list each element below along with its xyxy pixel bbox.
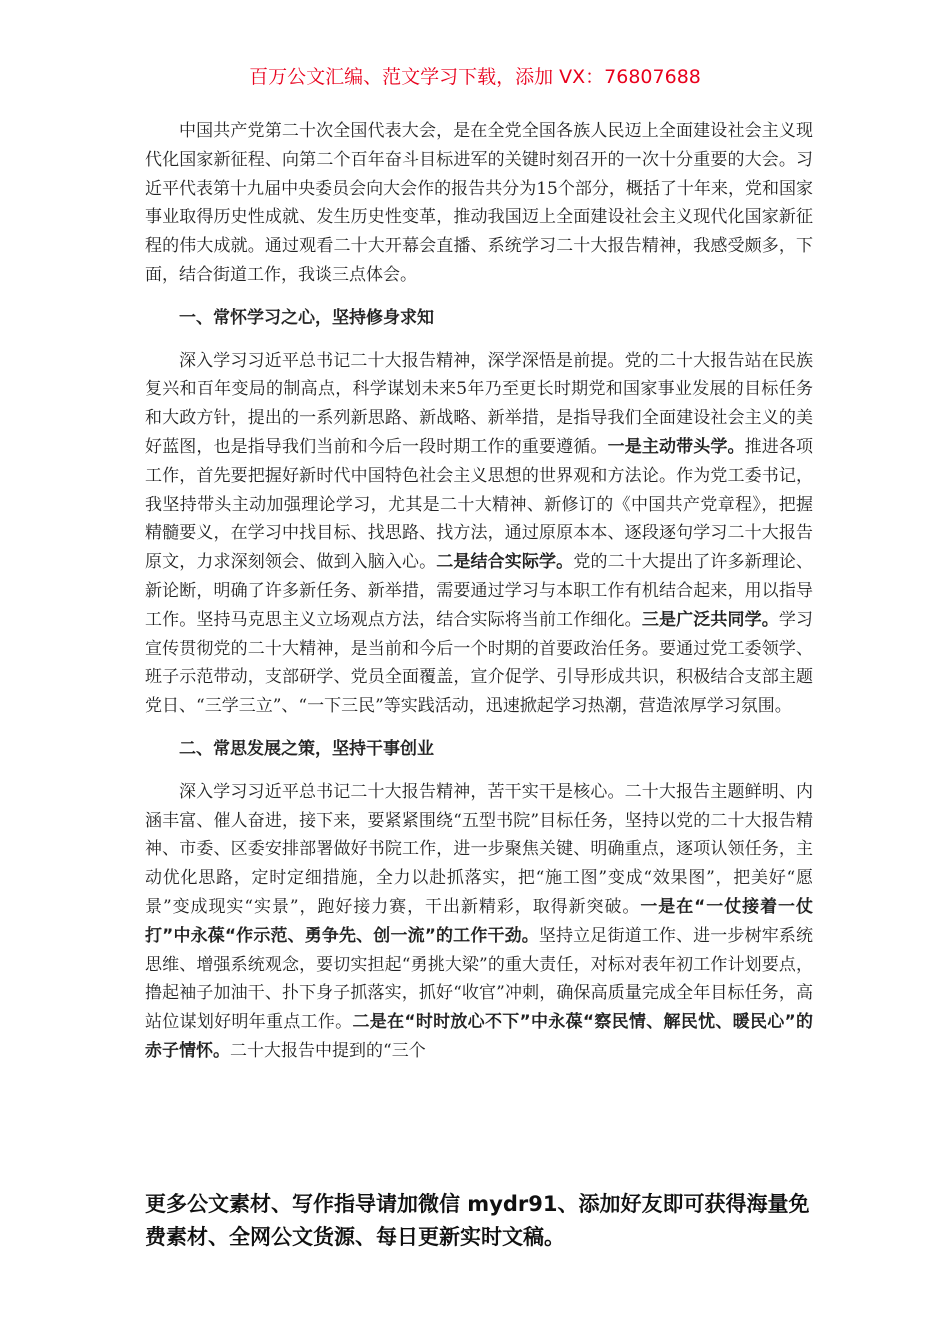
section2-heading: 二、常思发展之策，坚持干事创业 <box>179 738 434 759</box>
section1-text-2: 推进各项工作，首先要把握好新时代中国特色社会主义思想的世界观和方法论。作为党工委书记，我坚持带头主动加强理论学习，尤其是二十大精神、新修订的《中国共产党章程》，把握精髓要义，在学习中找目标、找思路、找方法，通过原原本本、逐段逐句学习二十大报告原文，力求深刻领会、做到入脑入心。 <box>145 436 814 573</box>
section1-text-1: 深入学习习近平总书记二十大报告精神，深学深悟是前提。党的二十大报告站在民族复兴和百年变局的制高点，科学谋划未来5年乃至更长时期党和国家事业发展的目标任务和大政方针，提出的一系列新思路、新战略、新举措，是指导我们全面建设社会主义的美好蓝图，也是指导我们当前和今后一段时期工作的重要遵循。 <box>145 350 813 457</box>
section1-text-4: 学习宣传贯彻党的二十大精神，是当前和今后一个时期的首要政治任务。要通过党工委领学、班子示范带动，支部研学、党员全面覆盖，宣介促学、引导形成共识，积极结合支部主题党日、“三学三立”、“一下三民”等实践活动，迅速掀起学习热潮，营造浓厚学习氛围。 <box>145 609 814 717</box>
section1-heading: 一、常怀学习之心，坚持修身求知 <box>179 307 434 328</box>
section1-point-2: 二是结合实际学。 <box>436 552 574 573</box>
section2-paragraph <box>145 778 813 1066</box>
promo-header: 百万公文汇编、范文学习下载，添加 VX：76807688 <box>249 66 701 88</box>
promo-footer: 更多公文素材、写作指导请加微信 mydr91、添加好友即可获得海量免费素材、全网公文货源、每日更新实时文稿。 <box>145 1192 810 1249</box>
section2-text-1: 深入学习习近平总书记二十大报告精神，苦干实干是核心。二十大报告主题鲜明、内涵丰富、催人奋进，接下来，要紧紧围绕“五型书院”目标任务，坚持以党的二十大报告精神、市委、区委安排部署做好书院工作，进一步聚焦关键、明确重点，逐项认领任务，主动优化思路，定时定细措施，全力以赴抓落实，把“施工图”变成“效果图”，把美好“愿景”变成现实“实景”，跑好接力赛，干出新精彩，取得新突破。 <box>145 781 813 917</box>
section1-point-3: 三是广泛共同学。 <box>641 609 779 630</box>
intro-paragraph: 中国共产党第二十次全国代表大会，是在全党全国各族人民迈上全面建设社会主义现代化国家新征程、向第二个百年奋斗目标进军的关键时刻召开的一次十分重要的大会。习近平代表第十九届中央委员会向大会作的报告共分为15个部分，概括了十年来，党和国家事业取得历史性成就、发生历史性变革，推动我国迈上全面建设社会主义现代化国家新征程的伟大成就。通过观看二十大开幕会直播、系统学习二十大报告精神，我感受颇多，下面，结合街道工作，我谈三点体会。 <box>145 121 813 285</box>
section1-point-1: 一是主动带头学。 <box>607 436 745 457</box>
section2-text-2: 坚持立足街道工作、进一步树牢系统思维、增强系统观念，要切实担起“勇挑大梁”的重大责任，对标对表年初工作计划要点，撸起袖子加油干、扑下身子抓落实，抓好“收官”冲刺，确保高质量完成全年目标任务，高站位谋划好明年重点工作。 <box>145 925 813 1033</box>
section2-point-1: 一是在“一仗接着一仗打”中永葆“作示范、勇争先、创一流”的工作干劲。 <box>145 896 813 946</box>
section1-paragraph <box>145 347 813 721</box>
section2-text-3: 二十大报告中提到的“三个 <box>230 1040 426 1061</box>
section2-point-2: 二是在“时时放心不下”中永葆“察民情、解民忧、暖民心”的赤子情怀。 <box>145 1012 813 1061</box>
document-body <box>145 117 813 1066</box>
section1-text-3: 党的二十大提出了许多新理论、新论断，明确了许多新任务、新举措，需要通过学习与本职工作有机结合起来，用以指导工作。坚持马克思主义立场观点方法，结合实际将当前工作细化。 <box>145 552 814 630</box>
